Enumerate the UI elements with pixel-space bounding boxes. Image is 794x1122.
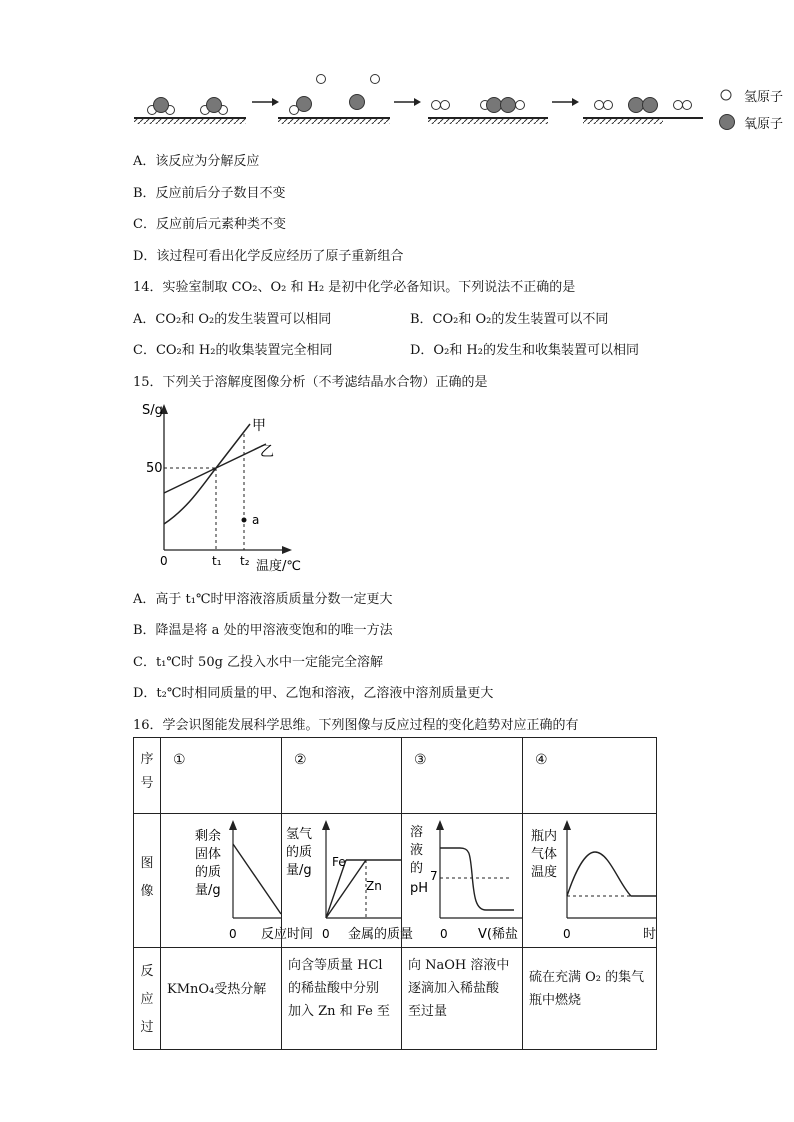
- q14-option-a: A．CO₂和 O₂的发生装置可以相同: [133, 312, 332, 327]
- solubility-chart: [140, 398, 300, 580]
- oxygen-atom-icon: [718, 113, 736, 131]
- svg-text:量/g: 量/g: [195, 883, 221, 898]
- svg-text:0: 0: [229, 927, 237, 941]
- svg-text:温度: 温度: [531, 865, 558, 880]
- col-3-num: ③: [402, 738, 523, 814]
- reaction-legend: [718, 84, 783, 134]
- svg-text:Zn: Zn: [366, 879, 382, 893]
- reaction-diagram: [128, 68, 668, 130]
- stage-1: [134, 98, 246, 125]
- q15-option-c: C．t₁℃时 50g 乙投入水中一定能完全溶解: [133, 655, 384, 670]
- stage-2: [278, 75, 390, 125]
- svg-text:量/g: 量/g: [286, 863, 312, 878]
- y-tick-50: 50: [146, 461, 163, 476]
- q13-option-c: C．反应前后元素种类不变: [133, 217, 286, 232]
- svg-text:液: 液: [410, 843, 424, 858]
- row-header-image: 图像: [134, 814, 161, 948]
- x-axis-label: 温度/℃: [256, 559, 301, 574]
- q13-option-b: B．反应前后分子数目不变: [133, 186, 286, 201]
- stage-4-extension: [668, 68, 698, 130]
- hydrogen-atom-icon: [718, 87, 734, 103]
- col-1-num: ①: [161, 738, 282, 814]
- svg-text:固体: 固体: [195, 847, 222, 862]
- svg-text:反应时间: 反应时间: [261, 927, 314, 942]
- row-header-seq: 序号: [134, 738, 161, 814]
- x-tick-t2: t₂: [240, 554, 250, 568]
- series-jia-curve: [164, 424, 250, 524]
- arrow-icon: [552, 98, 579, 106]
- process-3: 向 NaOH 溶液中 逐滴加入稀盐酸 至过量: [402, 948, 523, 1050]
- svg-text:瓶内: 瓶内: [531, 829, 558, 844]
- q15-stem: 15．下列关于溶解度图像分析（不考滤结晶水合物）正确的是: [133, 375, 488, 390]
- svg-text:0: 0: [440, 927, 448, 941]
- table-row: [134, 948, 657, 1050]
- svg-text:金属的质量: 金属的质量: [348, 927, 414, 942]
- q14-option-b: B．CO₂和 O₂的发生装置可以不同: [410, 312, 609, 327]
- q15-option-d: D．t₂℃时相同质量的甲、乙饱和溶液，乙溶液中溶剂质量更大: [133, 686, 494, 701]
- col-4-num: ④: [523, 738, 657, 814]
- process-1: KMnO₄受热分解: [161, 948, 282, 1050]
- q15-option-a: A．高于 t₁℃时甲溶液溶质质量分数一定更大: [133, 592, 393, 607]
- q15-option-b: B．降温是将 a 处的甲溶液变饱和的唯一方法: [133, 623, 393, 638]
- graph-4: [523, 814, 657, 948]
- svg-text:0: 0: [322, 927, 330, 941]
- process-2: 向含等质量 HCl 的稀盐酸中分别 加入 Zn 和 Fe 至: [282, 948, 402, 1050]
- q16-table: [133, 737, 657, 1050]
- svg-text:7: 7: [430, 869, 438, 883]
- stage-3: [428, 98, 548, 125]
- arrow-icon: [252, 98, 279, 106]
- svg-text:pH: pH: [410, 881, 429, 896]
- series-label-yi: 乙: [260, 444, 274, 460]
- svg-text:的质: 的质: [195, 865, 222, 880]
- q16-stem: 16．学会识图能发展科学思维。下列图像与反应过程的变化趋势对应正确的有: [133, 718, 579, 733]
- table-row: [134, 738, 657, 814]
- svg-text:V(稀盐: V(稀盐: [478, 927, 518, 942]
- q14-option-d: D．O₂和 H₂的发生和收集装置可以相同: [410, 343, 639, 358]
- process-4: 硫在充满 O₂ 的集气 瓶中燃烧: [523, 948, 657, 1050]
- x-tick-0: 0: [160, 554, 168, 568]
- point-a-marker: [242, 518, 247, 523]
- series-label-jia: 甲: [252, 418, 266, 434]
- legend-oxygen: 氧原子: [744, 116, 784, 132]
- svg-text:0: 0: [563, 927, 571, 941]
- q14-stem: 14．实验室制取 CO₂、O₂ 和 H₂ 是初中化学必备知识。下列说法不正确的是: [133, 280, 576, 295]
- svg-text:Fe: Fe: [332, 855, 346, 869]
- q14-option-c: C．CO₂和 H₂的收集装置完全相同: [133, 343, 333, 358]
- point-a-label: a: [252, 513, 260, 527]
- legend-hydrogen: 氢原子: [744, 89, 784, 105]
- svg-text:氢气: 氢气: [286, 827, 313, 842]
- svg-text:剩余: 剩余: [195, 829, 222, 844]
- svg-text:溶: 溶: [410, 825, 424, 840]
- col-2-num: ②: [282, 738, 402, 814]
- q13-option-d: D．该过程可看出化学反应经历了原子重新组合: [133, 249, 404, 264]
- svg-text:的: 的: [410, 861, 424, 876]
- table-row: [134, 814, 657, 948]
- row-header-process: 反应过: [134, 948, 161, 1050]
- x-tick-t1: t₁: [212, 554, 222, 568]
- svg-text:气体: 气体: [531, 847, 558, 862]
- svg-text:时: 时: [643, 927, 657, 942]
- graph-3: [402, 814, 523, 948]
- svg-text:的质: 的质: [286, 845, 313, 860]
- arrow-icon: [394, 98, 421, 106]
- y-axis-label: S/g: [142, 403, 163, 418]
- q13-option-a: A．该反应为分解反应: [133, 154, 260, 169]
